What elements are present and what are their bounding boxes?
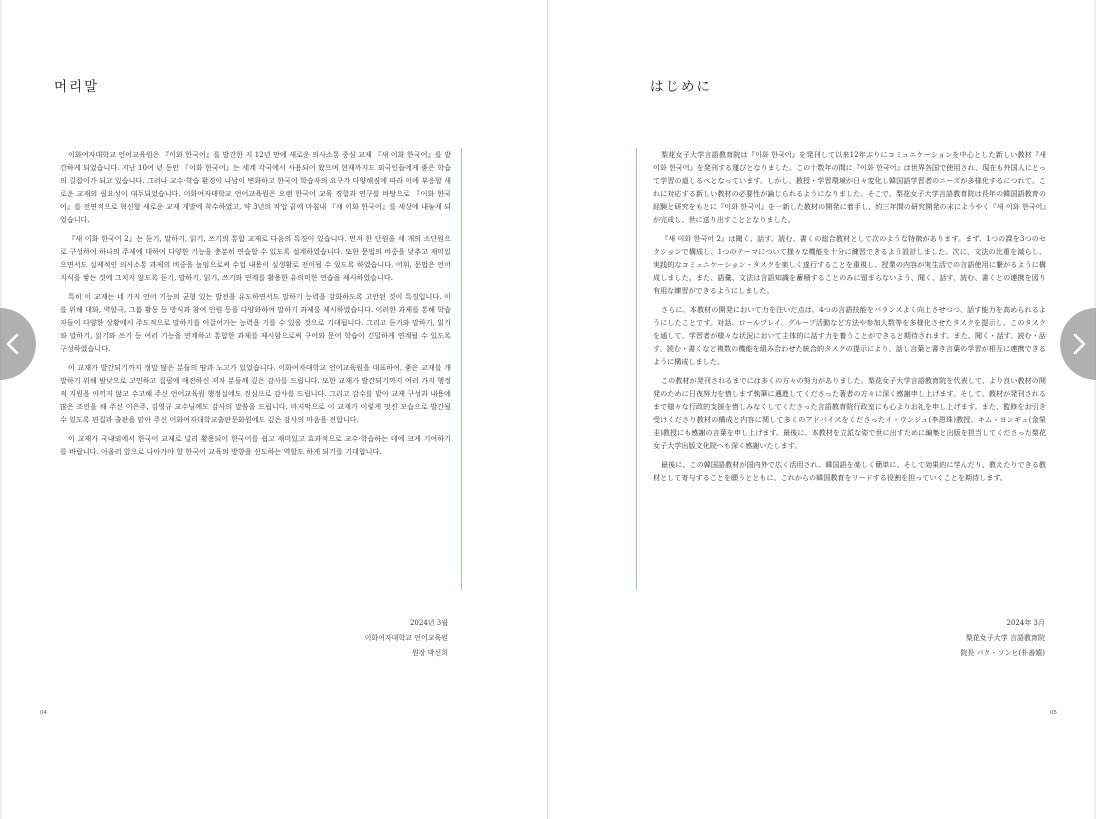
paragraph: 이 교재가 국내외에서 한국어 교재로 널리 활용되어 한국어를 쉽고 재미있고 효과적으로 교수·학습하는 데에 크게 기여하기를 바랍니다. 아울러 앞으로 나아가야 할 한국어 교육의 방향을 선도하는 역할도 하게 되기를 기대합니다. bbox=[60, 434, 451, 456]
paragraph: 梨花女子大学言語教育院は『이화 한국어』を発刊して以来12年ぶりにコミュニケーションを中心とした新しい教材『새 이화 한국어』を発刊する運びとなりました。この十数年の間に『이화 한국어』は世界各国で使用され、現在も外国人にとって学習の道しるべとなっています。しかし、教授・学習環境が日々変化し韓国語学習者のニーズが多様化するにつれて、これに対応する新しい教材の必要性が論じられるようになりました。そこで、梨花女子大学言語教育院は長年の韓国語教育の経験と研究をもとに『이화 한국어』を一新した教材の開発に着手し、約三年間の研究開発の末にようやく『새 이화 한국어』が完成し、世に送り出すこととなりました。 bbox=[653, 150, 1046, 224]
paragraph: 最後に、この韓国語教材が国内外で広く活用され、韓国語を楽しく簡単に、そして効果的に学んだり、教えたりできる教材として寄与することを願うとともに、これからの韓国教育をリードする役割を担っていくことを期待します。 bbox=[653, 460, 1046, 482]
left-page bbox=[2, 0, 548, 819]
paragraph: 『새 이화 한국어 2』は聞く、話す、読む、書くの総合教材として次のような特徴があります。まず、1つの課を3つのセクションで構成し、1つのテーマについて様々な機能を十分に練習できるよう設計しました。次に、文法の比重を減らし、実践的なコミュニケーション・タスクを楽しく遂行することを重視し、授業の内容が実生活での言語使用に繋がるように構成しました。また、語彙、文法は言語知識を蓄積することのみに留まらないよう、聞く、話す、読む、書くとの連携を図り有用な練習ができるようにしました。 bbox=[653, 234, 1046, 295]
date: 2024年 3月 bbox=[1006, 619, 1045, 627]
paragraph: 이화여자대학교 언어교육원은 『이화 한국어』를 발간한 지 12년 만에 새로운 의사소통 중심 교재 『새 이화 한국어』를 발간하게 되었습니다. 지난 10여 년 동안 『이화 한국어』는 세계 각국에서 사용되어 왔으며 현재까지도 외국인들에게 좋은 학습의 길잡이가 되고 있습니다. 그러나 교수·학습 환경이 나날이 변화하고 한국어 학습자의 요구가 다양해짐에 따라 이에 부응할 새로운 교재의 필요성이 대두되었습니다. 이화여자대학교 언어교육원은 오랜 한국어 교육 경험과 연구를 바탕으로 『이화 한국어』를 전면적으로 혁신할 새로운 교재 개발에 착수하였고, 약 3년의 작업 끝에 마침내 『새 이화 한국어』를 세상에 내놓게 되었습니다. bbox=[60, 150, 451, 224]
page-number: 05 bbox=[1050, 710, 1057, 716]
page-number: 04 bbox=[40, 710, 47, 716]
signature-block bbox=[848, 616, 1045, 661]
preface-body bbox=[636, 148, 1056, 590]
organization: 이화여자대학교 언어교육원 bbox=[364, 634, 448, 642]
book-spread bbox=[2, 0, 1094, 819]
signature-block bbox=[302, 616, 448, 661]
paragraph: この教材が発刊されるまでには多くの方々の努力がありました。梨花女子大学言語教育院を代表して、より良い教材の開発のために日夜努力を惜しまず執筆に邁進してくださった著者の方々に深く感謝申し上げます。そして、教材が発刊されるまで様々な行政的支援を惜しみなくしてくださった言語教育院行政室にも心よりお礼を申し上げます。また、監修をお引き受けくださり教材の構成と内容に関して多くのアドバイスをくださったイ・ウンジュ(李恩珠)教授、キム・ヨンギュ(金榮圭)教授にも感謝の言葉を申し上げます。最後に、本教材を立派な姿で世に出すために編集と出版を担当してくださった梨花女子大学出版文化院へも深く感謝いたします。 bbox=[653, 376, 1046, 450]
page-title: はじめに bbox=[650, 79, 712, 95]
paragraph: 『새 이화 한국어 2』는 듣기, 말하기, 읽기, 쓰기의 통합 교재로 다음의 특징이 있습니다. 먼저 한 단원을 세 개의 소단원으로 구성하여 하나의 주제에 대하여 다양한 기능을 충분히 연습할 수 있도록 설계하였습니다. 또한 문법의 비중을 낮추고 재미있으면서도 실제적인 의사소통 과제의 비중을 높임으로써 수업 내용이 실생활로 전이될 수 있도록 하였습니다. 어휘, 문법은 언어 지식을 쌓는 것에 그치지 않도록 듣기, 말하기, 읽기, 쓰기와 연계를 활용한 유의미한 연습을 제시하였습니다. bbox=[60, 234, 451, 282]
paragraph: さらに、本教材の開発において力を注いだ点は、4つの言語技能をバランスよく向上させつつ、話す能力を高められるようにしたことです。対話、ロールプレイ、グループ活動など方法や参加人数等を多様化させたタスクを提示し、このタスクを通して、学習者が様々な状況において主体的に話す力を養うことができると期待されます。また、聞く・話す、読む・話す、読む・書くなど複数の機能を組み合わせた統合的タスクの提示により、話し言葉と書き言葉の学習が相互に連携できるように構成しました。 bbox=[653, 305, 1046, 366]
signer: 院長 パク・ソンヒ(朴善嬉) bbox=[960, 649, 1045, 657]
preface-body bbox=[40, 148, 462, 590]
page-title: 머리말 bbox=[54, 79, 100, 95]
date: 2024년 3월 bbox=[409, 619, 448, 627]
paragraph: 이 교재가 발간되기까지 정말 많은 분들의 땀과 노고가 있었습니다. 이화여자대학교 언어교육원을 대표하여, 좋은 교재를 개발하기 위해 밤낮으로 고민하고 집필에 매진하신 저자 분들께 깊은 감사를 드립니다. 또한 교재가 발간되기까지 여러 가지 행정적 지원을 아끼지 않고 수고해 주신 언어교육원 행정실에도 진심으로 감사를 드립니다. 그리고 감수를 맡아 교재 구성과 내용에 많은 조언을 해 주신 이은주, 김영규 교수님께도 감사의 말씀을 드립니다. 마지막으로 이 교재가 이렇게 멋진 모습으로 발간될 수 있도록 편집과 출판을 맡아 주신 이화여자대학교출판문화원에도 깊은 감사의 마음을 전합니다. bbox=[60, 363, 451, 424]
right-page bbox=[548, 0, 1094, 819]
paragraph: 특히 이 교재는 네 가지 언어 기능의 균형 있는 발전을 유도하면서도 말하기 능력을 강화하도록 고안된 것이 특징입니다. 이를 위해 대화, 역할극, 그룹 활동 등 방식과 참여 인원 등을 다양화하여 말하기 과제를 제시하였습니다. 이러한 과제를 통해 학습자들이 다양한 상황에서 주도적으로 말하기를 이끌어가는 능력을 기를 수 있을 것으로 기대됩니다. 그리고 듣기와 말하기, 읽기와 말하기, 읽기와 쓰기 등 여러 기능을 연계하고 통합한 과제를 제시함으로써 구어와 문어 학습이 긴밀하게 연계될 수 있도록 구성하였습니다. bbox=[60, 292, 451, 353]
organization: 梨花女子大学 言語教育院 bbox=[965, 634, 1045, 642]
chevron-left-icon bbox=[4, 333, 22, 355]
chevron-right-icon bbox=[1070, 333, 1088, 355]
signer: 원장 박선희 bbox=[411, 649, 448, 657]
